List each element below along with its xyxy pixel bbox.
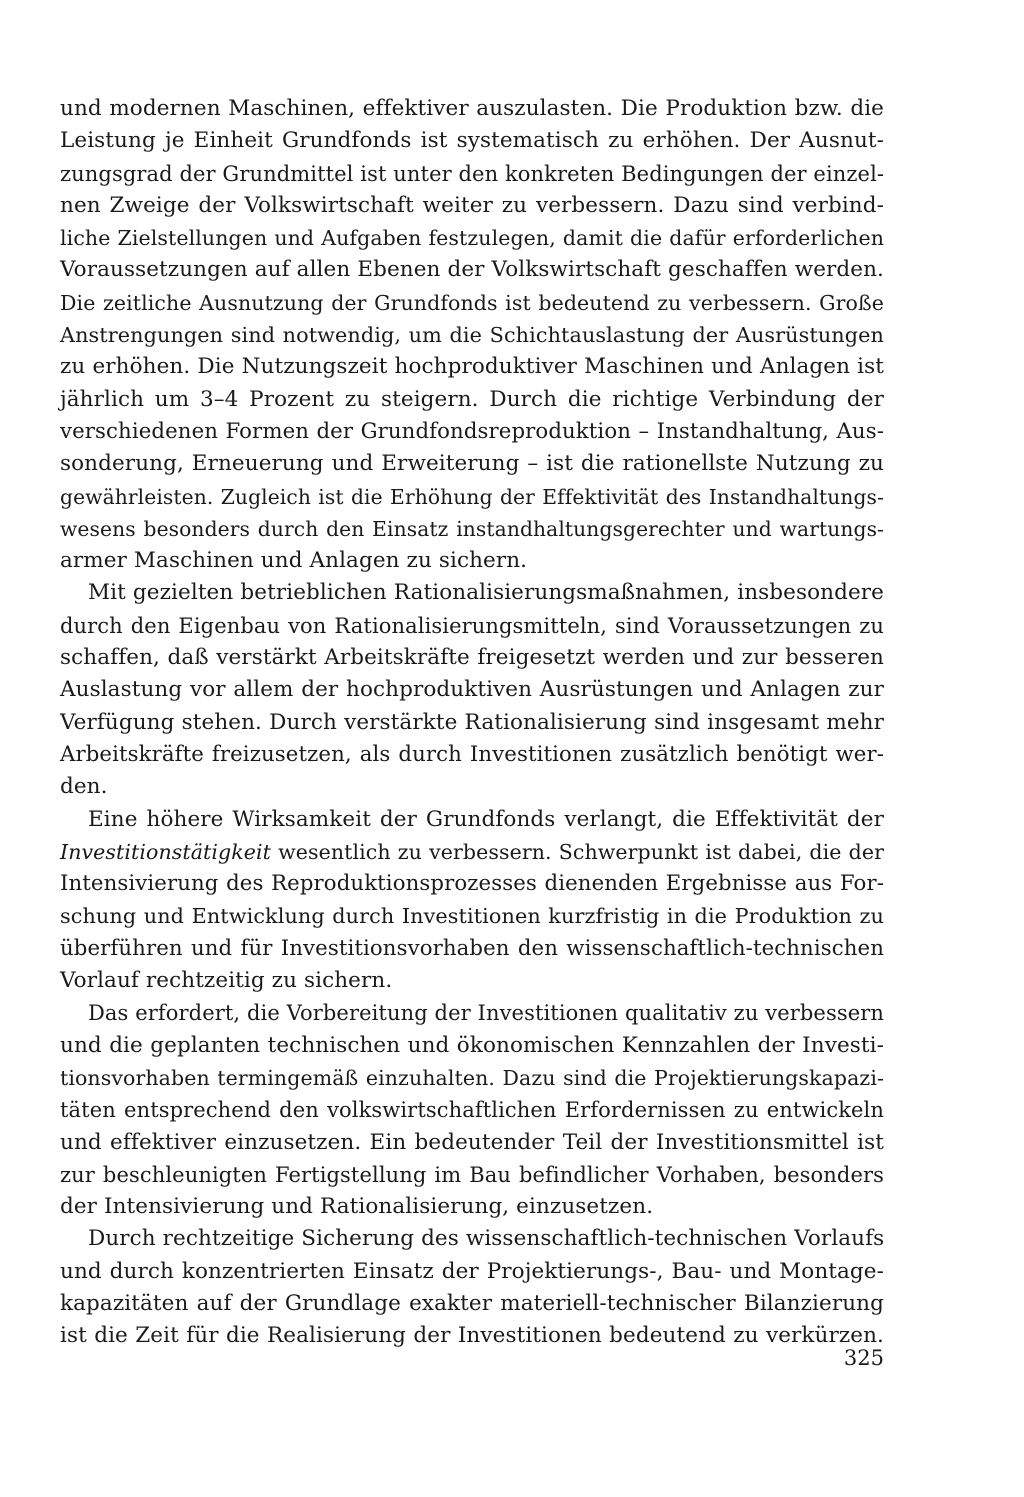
text-line: kapazitäten auf der Grundlage exakter materiell-technischer Bilanzierung	[60, 1290, 884, 1316]
text-line: jährlich um 3–4 Prozent zu steigern. Durch die richtige Verbindung der	[60, 386, 884, 412]
paragraph	[60, 1223, 884, 1352]
text-line: Mit gezielten betrieblichen Rationalisierungsmaßnahmen, insbesondere	[88, 580, 884, 606]
text-line: durch den Eigenbau von Rationalisierungsmitteln, sind Voraussetzungen zu	[60, 613, 884, 638]
text-line: Voraussetzungen auf allen Ebenen der Volkswirtschaft geschaffen werden.	[60, 257, 884, 283]
text-line: Arbeitskräfte freizusetzen, als durch Investitionen zusätzlich benötigt wer-	[60, 741, 884, 767]
text-line: Verfügung stehen. Durch verstärkte Rationalisierung sind insgesamt mehr	[60, 709, 884, 735]
text-line	[60, 836, 884, 868]
text-line: den.	[60, 774, 108, 800]
text-line: Anstrengungen sind notwendig, um die Schichtauslastung der Ausrüstungen	[60, 323, 884, 348]
text-line: verschiedenen Formen der Grundfondsreproduktion – Instandhaltung, Aus-	[60, 418, 884, 444]
text-line: Die zeitliche Ausnutzung der Grundfonds ist bedeutend zu verbessern. Große	[60, 290, 884, 315]
text-line: täten entsprechend den volkswirtschaftlichen Erfordernissen zu entwickeln	[60, 1098, 884, 1123]
text-line: gewährleisten. Zugleich ist die Erhöhung der Effektivität des Instandhaltungs-	[60, 484, 884, 509]
text-line: armer Maschinen und Anlagen zu sichern.	[60, 548, 528, 574]
text-line: tionsvorhaben termingemäß einzuhalten. Dazu sind die Projektierungskapazi-	[60, 1065, 884, 1090]
text-line: schung und Entwicklung durch Investitionen kurzfristig in die Produktion zu	[60, 904, 884, 929]
text-line: Das erfordert, die Vorbereitung der Investitionen qualitativ zu verbessern	[88, 1001, 884, 1026]
text-line: und effektiver einzusetzen. Ein bedeutender Teil der Investitionsmittel ist	[60, 1129, 884, 1155]
text-line: Auslastung vor allem der hochproduktiven Ausrüstungen und Anlagen zur	[60, 677, 884, 703]
text-line: zu erhöhen. Die Nutzungszeit hochproduktiver Maschinen und Anlagen ist	[60, 354, 884, 380]
text-line: Durch rechtzeitige Sicherung des wissenschaftlich-technischen Vorlaufs	[88, 1226, 885, 1252]
text-line: liche Zielstellungen und Aufgaben festzulegen, damit die dafür erforderlichen	[60, 226, 884, 251]
text-line: Intensivierung des Reproduktionsprozesses dienenden Ergebnisse aus For-	[60, 871, 884, 897]
text-line: nen Zweige der Volkswirtschaft weiter zu verbessern. Dazu sind verbind-	[60, 192, 884, 218]
text-line: Vorlauf rechtzeitig zu sichern.	[60, 968, 393, 994]
text-line: wesens besonders durch den Einsatz instandhaltungsgerechter und wartungs-	[60, 516, 884, 541]
text-line: und durch konzentrierten Einsatz der Projektierungs-, Bau- und Montage-	[60, 1258, 884, 1284]
text-line: und modernen Maschinen, effektiver auszulasten. Die Produktion bzw. die	[60, 96, 884, 121]
text-line: zur beschleunigten Fertigstellung im Bau befindlicher Vorhaben, besonders	[60, 1162, 884, 1187]
text-line: Leistung je Einheit Grundfonds ist systematisch zu erhöhen. Der Ausnut-	[60, 128, 884, 154]
body-text	[60, 93, 884, 1353]
page-number: 325	[843, 1346, 884, 1370]
paragraph	[60, 577, 884, 803]
paragraph	[60, 804, 884, 998]
text-line: zungsgrad der Grundmittel ist unter den konkreten Bedingungen der einzel-	[60, 161, 885, 186]
text-line: und die geplanten technischen und ökonomischen Kennzahlen der Investi-	[60, 1032, 884, 1058]
text-line: schaffen, daß verstärkt Arbeitskräfte freigesetzt werden und zur besseren	[60, 645, 884, 671]
text-line: sonderung, Erneuerung und Erweiterung – ist die rationellste Nutzung zu	[60, 451, 884, 477]
text-line: Eine höhere Wirksamkeit der Grundfonds verlangt, die Effektivität der	[88, 806, 884, 832]
text-line-rest: wesentlich zu verbessern. Schwerpunkt ist dabei, die der	[271, 839, 884, 864]
text-line: der Intensivierung und Rationalisierung, einzusetzen.	[60, 1194, 654, 1220]
paragraph	[60, 93, 884, 577]
paragraph	[60, 997, 884, 1223]
text-line: ist die Zeit für die Realisierung der Investitionen bedeutend zu verkürzen.	[60, 1323, 884, 1349]
text-line: überführen und für Investitionsvorhaben den wissenschaftlich-technischen	[60, 935, 884, 961]
emphasized-term: Investitionstätigkeit	[60, 839, 272, 864]
